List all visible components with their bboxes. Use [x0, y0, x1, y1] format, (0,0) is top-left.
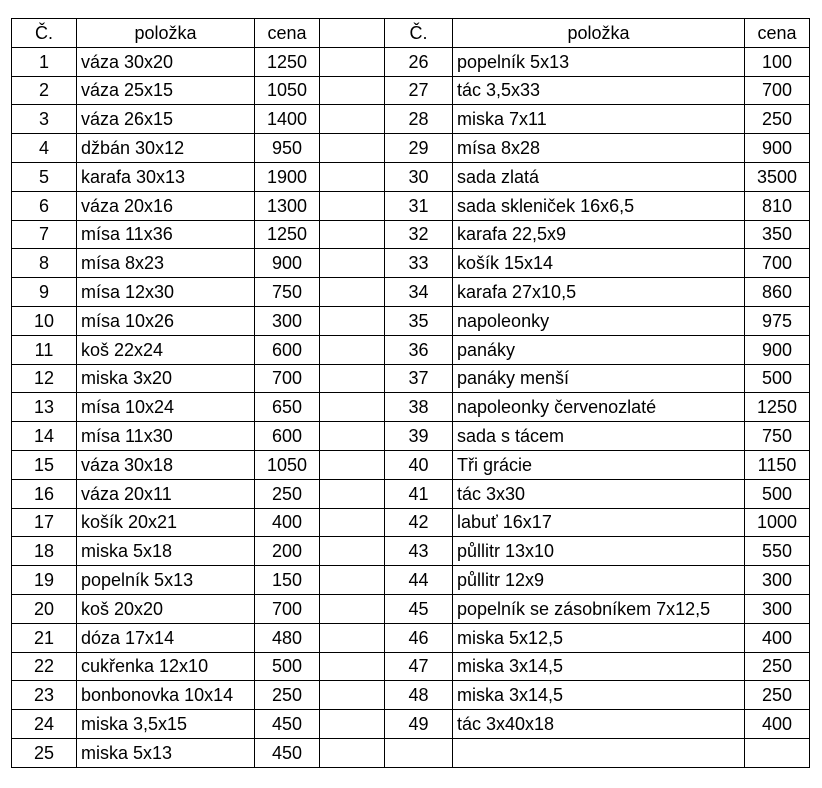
row-number-right: 35: [385, 306, 453, 335]
row-price-right: [745, 738, 810, 767]
table-row: [12, 76, 810, 105]
row-item-left: džbán 30x12: [77, 134, 255, 163]
row-gap: [320, 76, 385, 105]
row-price-left: 500: [255, 652, 320, 681]
row-item-right: sada skleniček 16x6,5: [453, 191, 745, 220]
row-price-right: 400: [745, 623, 810, 652]
row-gap: [320, 393, 385, 422]
table-row: [12, 364, 810, 393]
row-number-right: 42: [385, 508, 453, 537]
row-item-right: sada s tácem: [453, 422, 745, 451]
row-item-right: napoleonky červenozlaté: [453, 393, 745, 422]
table-row: [12, 508, 810, 537]
row-item-right: [453, 738, 745, 767]
row-number-left: 5: [12, 162, 77, 191]
price-table: [11, 18, 810, 768]
row-price-left: 600: [255, 422, 320, 451]
table-row: [12, 566, 810, 595]
row-number-left: 4: [12, 134, 77, 163]
table-row: [12, 393, 810, 422]
row-item-right: popelník 5x13: [453, 47, 745, 76]
header-item-left: položka: [77, 19, 255, 48]
row-item-left: mísa 11x30: [77, 422, 255, 451]
row-gap: [320, 162, 385, 191]
row-item-left: miska 5x13: [77, 738, 255, 767]
row-item-right: tác 3x30: [453, 479, 745, 508]
row-item-left: mísa 10x26: [77, 306, 255, 335]
row-price-left: 200: [255, 537, 320, 566]
row-gap: [320, 566, 385, 595]
table-row: [12, 335, 810, 364]
row-number-left: 16: [12, 479, 77, 508]
table-header-row: [12, 19, 810, 48]
row-number-right: 38: [385, 393, 453, 422]
row-item-right: panáky menší: [453, 364, 745, 393]
row-item-right: Tři grácie: [453, 450, 745, 479]
row-price-right: 1250: [745, 393, 810, 422]
table-row: [12, 162, 810, 191]
row-gap: [320, 47, 385, 76]
row-item-left: miska 3x20: [77, 364, 255, 393]
row-gap: [320, 335, 385, 364]
row-gap: [320, 710, 385, 739]
row-price-right: 500: [745, 479, 810, 508]
row-number-left: 15: [12, 450, 77, 479]
row-price-left: 1250: [255, 47, 320, 76]
row-price-left: 950: [255, 134, 320, 163]
row-gap: [320, 220, 385, 249]
header-number-left: Č.: [12, 19, 77, 48]
table-row: [12, 594, 810, 623]
table-row: [12, 191, 810, 220]
row-item-left: mísa 12x30: [77, 278, 255, 307]
row-number-left: 8: [12, 249, 77, 278]
row-price-left: 700: [255, 364, 320, 393]
row-price-left: 700: [255, 594, 320, 623]
row-price-right: 750: [745, 422, 810, 451]
row-gap: [320, 537, 385, 566]
table-row: [12, 479, 810, 508]
row-item-left: cukřenka 12x10: [77, 652, 255, 681]
row-item-left: popelník 5x13: [77, 566, 255, 595]
table-row: [12, 422, 810, 451]
row-price-right: 1150: [745, 450, 810, 479]
row-price-left: 1300: [255, 191, 320, 220]
row-price-right: 500: [745, 364, 810, 393]
row-price-left: 300: [255, 306, 320, 335]
row-number-right: [385, 738, 453, 767]
row-item-right: půllitr 12x9: [453, 566, 745, 595]
row-price-left: 400: [255, 508, 320, 537]
row-number-right: 29: [385, 134, 453, 163]
row-item-left: miska 5x18: [77, 537, 255, 566]
row-item-right: popelník se zásobníkem 7x12,5: [453, 594, 745, 623]
row-price-right: 550: [745, 537, 810, 566]
row-number-left: 13: [12, 393, 77, 422]
row-number-right: 43: [385, 537, 453, 566]
row-item-right: labuť 16x17: [453, 508, 745, 537]
row-number-left: 12: [12, 364, 77, 393]
row-gap: [320, 191, 385, 220]
row-number-left: 3: [12, 105, 77, 134]
row-number-right: 39: [385, 422, 453, 451]
row-gap: [320, 134, 385, 163]
row-gap: [320, 508, 385, 537]
row-price-left: 1050: [255, 450, 320, 479]
row-price-right: 810: [745, 191, 810, 220]
row-item-left: mísa 10x24: [77, 393, 255, 422]
row-number-left: 10: [12, 306, 77, 335]
row-number-left: 6: [12, 191, 77, 220]
row-price-right: 900: [745, 134, 810, 163]
row-price-left: 1250: [255, 220, 320, 249]
row-item-right: karafa 22,5x9: [453, 220, 745, 249]
row-item-right: miska 3x14,5: [453, 681, 745, 710]
row-item-right: miska 5x12,5: [453, 623, 745, 652]
table-row: [12, 652, 810, 681]
row-gap: [320, 306, 385, 335]
table-row: [12, 105, 810, 134]
row-item-left: váza 30x18: [77, 450, 255, 479]
row-item-right: mísa 8x28: [453, 134, 745, 163]
row-number-right: 45: [385, 594, 453, 623]
row-number-left: 21: [12, 623, 77, 652]
row-item-left: mísa 11x36: [77, 220, 255, 249]
table-row: [12, 47, 810, 76]
row-price-right: 350: [745, 220, 810, 249]
table-row: [12, 249, 810, 278]
table-row: [12, 623, 810, 652]
header-item-right: položka: [453, 19, 745, 48]
row-gap: [320, 738, 385, 767]
table-row: [12, 220, 810, 249]
row-number-left: 7: [12, 220, 77, 249]
row-price-right: 300: [745, 566, 810, 595]
row-gap: [320, 594, 385, 623]
row-number-left: 25: [12, 738, 77, 767]
row-gap: [320, 422, 385, 451]
row-price-left: 1400: [255, 105, 320, 134]
row-item-left: bonbonovka 10x14: [77, 681, 255, 710]
row-item-left: dóza 17x14: [77, 623, 255, 652]
row-number-left: 1: [12, 47, 77, 76]
row-gap: [320, 479, 385, 508]
table-row: [12, 537, 810, 566]
row-gap: [320, 278, 385, 307]
row-item-left: váza 26x15: [77, 105, 255, 134]
row-price-left: 150: [255, 566, 320, 595]
row-number-right: 34: [385, 278, 453, 307]
row-number-left: 9: [12, 278, 77, 307]
row-item-left: váza 30x20: [77, 47, 255, 76]
row-price-right: 3500: [745, 162, 810, 191]
row-price-right: 250: [745, 681, 810, 710]
row-gap: [320, 364, 385, 393]
row-price-left: 250: [255, 681, 320, 710]
row-price-right: 400: [745, 710, 810, 739]
row-item-left: váza 20x16: [77, 191, 255, 220]
row-number-right: 30: [385, 162, 453, 191]
header-gap: [320, 19, 385, 48]
row-gap: [320, 105, 385, 134]
table-body: [12, 47, 810, 767]
row-number-right: 32: [385, 220, 453, 249]
row-gap: [320, 681, 385, 710]
row-price-right: 700: [745, 249, 810, 278]
row-number-right: 47: [385, 652, 453, 681]
row-price-left: 600: [255, 335, 320, 364]
row-gap: [320, 249, 385, 278]
row-price-right: 900: [745, 335, 810, 364]
row-price-left: 450: [255, 710, 320, 739]
row-item-right: karafa 27x10,5: [453, 278, 745, 307]
row-number-right: 31: [385, 191, 453, 220]
row-price-left: 1050: [255, 76, 320, 105]
row-number-right: 26: [385, 47, 453, 76]
row-gap: [320, 652, 385, 681]
table-row: [12, 738, 810, 767]
row-gap: [320, 623, 385, 652]
table-row: [12, 681, 810, 710]
row-item-left: košík 20x21: [77, 508, 255, 537]
row-number-left: 22: [12, 652, 77, 681]
row-number-left: 18: [12, 537, 77, 566]
row-item-left: váza 20x11: [77, 479, 255, 508]
row-price-right: 975: [745, 306, 810, 335]
row-number-right: 28: [385, 105, 453, 134]
row-number-left: 14: [12, 422, 77, 451]
table-row: [12, 134, 810, 163]
row-price-left: 450: [255, 738, 320, 767]
row-number-left: 2: [12, 76, 77, 105]
row-price-right: 1000: [745, 508, 810, 537]
header-price-right: cena: [745, 19, 810, 48]
row-item-right: tác 3,5x33: [453, 76, 745, 105]
row-price-left: 650: [255, 393, 320, 422]
row-number-right: 46: [385, 623, 453, 652]
row-price-left: 250: [255, 479, 320, 508]
table-row: [12, 450, 810, 479]
row-price-right: 700: [745, 76, 810, 105]
row-item-right: napoleonky: [453, 306, 745, 335]
row-number-right: 44: [385, 566, 453, 595]
row-item-left: karafa 30x13: [77, 162, 255, 191]
header-number-right: Č.: [385, 19, 453, 48]
row-number-left: 24: [12, 710, 77, 739]
row-number-right: 48: [385, 681, 453, 710]
row-number-right: 36: [385, 335, 453, 364]
row-price-right: 250: [745, 105, 810, 134]
table-row: [12, 710, 810, 739]
row-price-right: 250: [745, 652, 810, 681]
row-number-right: 49: [385, 710, 453, 739]
row-item-left: mísa 8x23: [77, 249, 255, 278]
row-item-left: váza 25x15: [77, 76, 255, 105]
row-price-left: 1900: [255, 162, 320, 191]
row-item-left: koš 22x24: [77, 335, 255, 364]
row-gap: [320, 450, 385, 479]
row-number-left: 20: [12, 594, 77, 623]
row-price-left: 480: [255, 623, 320, 652]
row-item-right: miska 3x14,5: [453, 652, 745, 681]
row-price-right: 860: [745, 278, 810, 307]
row-number-left: 11: [12, 335, 77, 364]
row-item-left: koš 20x20: [77, 594, 255, 623]
row-item-right: miska 7x11: [453, 105, 745, 134]
table-row: [12, 278, 810, 307]
row-item-right: panáky: [453, 335, 745, 364]
row-price-right: 100: [745, 47, 810, 76]
row-item-left: miska 3,5x15: [77, 710, 255, 739]
row-number-right: 41: [385, 479, 453, 508]
header-price-left: cena: [255, 19, 320, 48]
row-price-left: 900: [255, 249, 320, 278]
row-number-left: 17: [12, 508, 77, 537]
row-item-right: tác 3x40x18: [453, 710, 745, 739]
row-number-right: 40: [385, 450, 453, 479]
table-row: [12, 306, 810, 335]
row-number-left: 19: [12, 566, 77, 595]
row-price-left: 750: [255, 278, 320, 307]
row-item-right: košík 15x14: [453, 249, 745, 278]
row-item-right: sada zlatá: [453, 162, 745, 191]
row-price-right: 300: [745, 594, 810, 623]
row-number-right: 27: [385, 76, 453, 105]
row-number-left: 23: [12, 681, 77, 710]
row-number-right: 37: [385, 364, 453, 393]
row-item-right: půllitr 13x10: [453, 537, 745, 566]
row-number-right: 33: [385, 249, 453, 278]
